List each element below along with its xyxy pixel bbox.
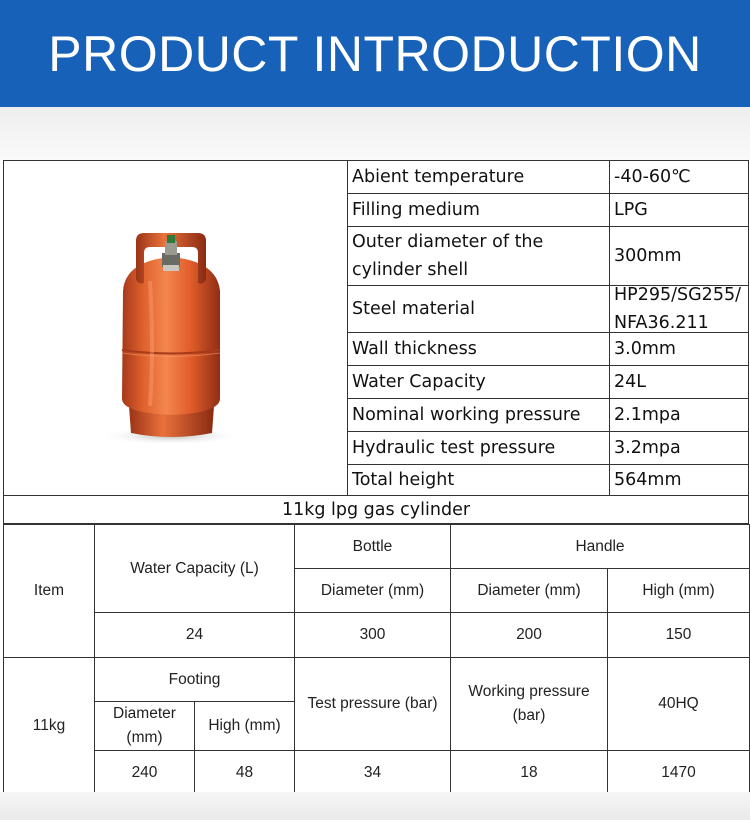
- spec-value: 24L: [614, 372, 647, 392]
- spec-row: [348, 333, 748, 366]
- test-pressure-value: 34: [295, 751, 451, 795]
- spec-label: Outer diameter of the cylinder shell: [348, 227, 610, 285]
- working-pressure-header: Working pressure (bar): [451, 658, 608, 751]
- spec-row: [348, 194, 748, 227]
- gas-cylinder-image: [4, 161, 346, 495]
- spec-row: [348, 399, 748, 432]
- spec-value: LPG: [614, 200, 648, 220]
- spec-label: Water Capacity: [348, 366, 610, 398]
- working-pressure-value: 18: [451, 751, 608, 795]
- spec-label: Abient temperature: [348, 161, 610, 193]
- header-shadow: [0, 107, 750, 160]
- bottle-header: Bottle: [295, 525, 451, 569]
- spec-label: Hydraulic test pressure: [348, 432, 610, 464]
- spec-label: Wall thickness: [348, 333, 610, 365]
- footing-diameter-value: 240: [95, 751, 195, 795]
- spec-row: [348, 161, 748, 194]
- model-label: 11kg: [4, 658, 95, 795]
- bottle-diameter-value: 300: [295, 613, 451, 658]
- spec-label: Steel material: [348, 286, 610, 332]
- footing-diameter-header: Diameter (mm): [95, 702, 195, 751]
- product-image-cell: [4, 161, 348, 495]
- spec-value: 300mm: [614, 246, 682, 266]
- spec-value: 564mm: [614, 470, 682, 490]
- water-capacity-header: Water Capacity (L): [95, 525, 295, 613]
- spec-value: HP295/SG255/ NFA36.211: [614, 285, 741, 333]
- spec-row: [348, 286, 748, 333]
- table-caption: 11kg lpg gas cylinder: [3, 496, 749, 524]
- item-header: Item: [4, 525, 95, 658]
- spec-table: [3, 160, 749, 496]
- footer-shadow: [0, 792, 750, 820]
- handle-high-value: 150: [608, 613, 750, 658]
- container-header: 40HQ: [608, 658, 750, 751]
- footing-high-header: High (mm): [195, 702, 295, 751]
- handle-diameter-value: 200: [451, 613, 608, 658]
- spec-row: [348, 366, 748, 399]
- spec-rows: [348, 161, 748, 495]
- spec-value: 3.2mpa: [614, 438, 681, 458]
- spec-value: 2.1mpa: [614, 405, 681, 425]
- footing-header: Footing: [95, 658, 295, 702]
- spec-row: [348, 465, 748, 495]
- spec-label: Nominal working pressure: [348, 399, 610, 431]
- container-value: 1470: [608, 751, 750, 795]
- handle-header: Handle: [451, 525, 750, 569]
- header-banner: [0, 0, 750, 107]
- bottle-diameter-header: Diameter (mm): [295, 569, 451, 613]
- spec-label: Filling medium: [348, 194, 610, 226]
- spec-label: Total height: [348, 465, 610, 495]
- dimension-table: [3, 524, 750, 795]
- handle-high-header: High (mm): [608, 569, 750, 613]
- spec-row: [348, 227, 748, 286]
- spec-value: -40-60℃: [614, 167, 691, 187]
- handle-diameter-header: Diameter (mm): [451, 569, 608, 613]
- test-pressure-header: Test pressure (bar): [295, 658, 451, 751]
- water-capacity-value: 24: [95, 613, 295, 658]
- spec-value: 3.0mm: [614, 339, 676, 359]
- spec-row: [348, 432, 748, 465]
- page-title: PRODUCT INTRODUCTION: [48, 25, 702, 82]
- footing-high-value: 48: [195, 751, 295, 795]
